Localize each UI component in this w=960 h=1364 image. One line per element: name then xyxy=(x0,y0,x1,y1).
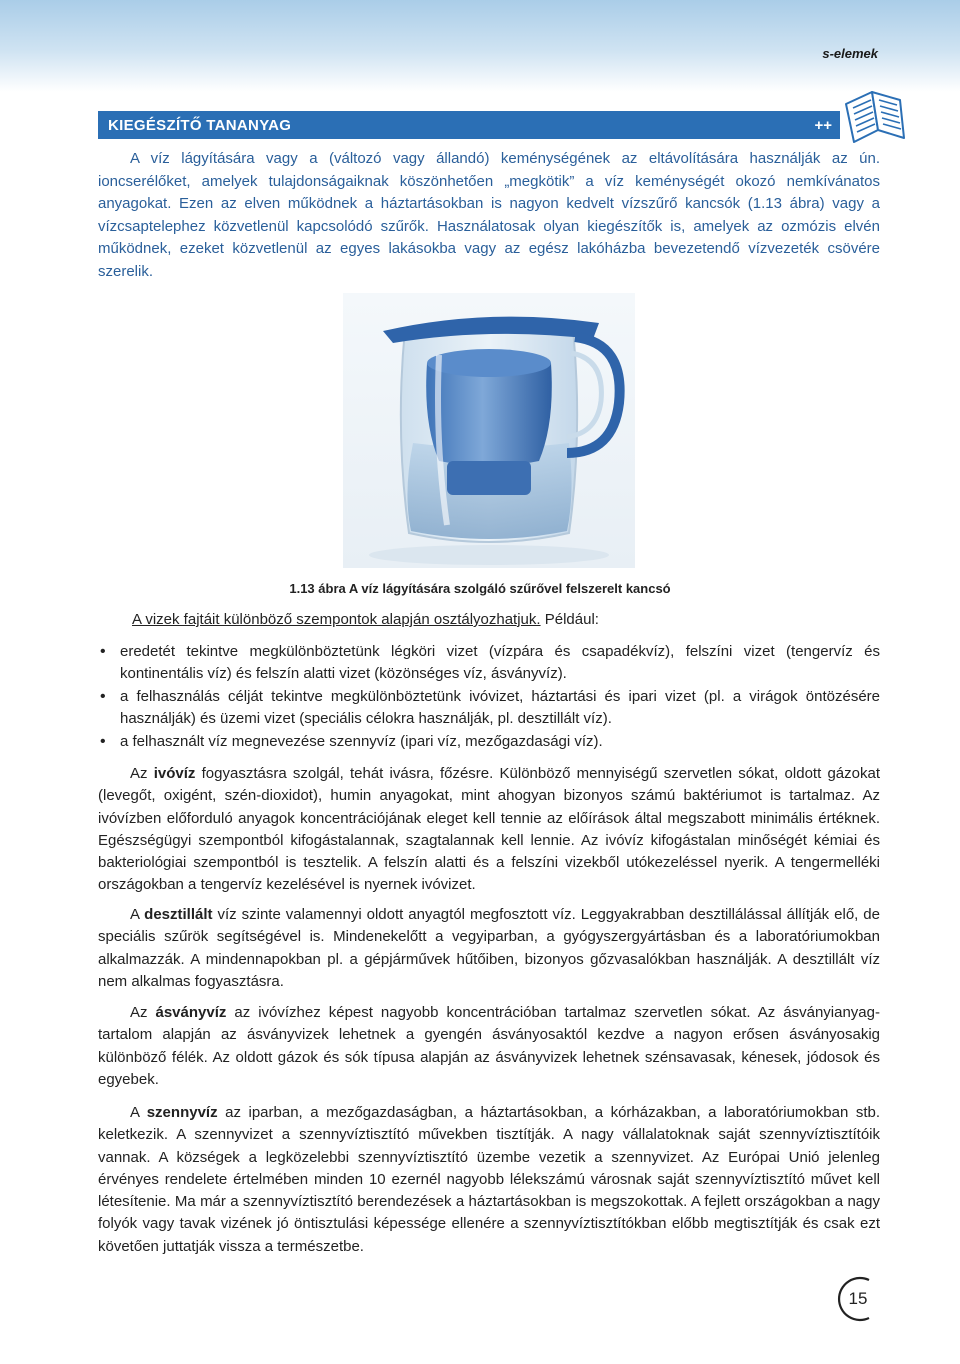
supplementary-text: A víz lágyítására vagy a (változó vagy állandó) keménységének az eltávolítására használják az ún. ioncserélőket, amelyek tulajdonságaiknak köszönhetően „megkötik” a víz keménységét okozó nemkívánatos anyagokat. Ezen az elven működnek a háztartásokban is nagyon kedvelt vízszűrő kancsók (1.13 ábra) vagy a vízcsaptelephez közvetlenül kapcsolódó szűrők. Használatosak olyan kiegészítők is, amelyek az ozmózis elvén működnek, ezeket közvetlenül az egyes lakásokba vagy az egész lakóházba bevezetendő vízvezeték csövére szerelik. xyxy=(98,150,880,280)
paragraph-waste-water: A szennyvíz az iparban, a mezőgazdaságban, a háztartásokban, a kórházakban, a laboratóriumokban stb. keletkezik. A szennyvizet a szennyvíztisztító művekben tisztítják. A nagy vállalatoknak saját szennyvíztisztítóik vannak. A községek a legközelebbi szennyvíztisztító üzembe vezetik a szennyvizet. Az Európai Unió jelenleg érvényes rendelete értelmében minden 10 ezernél nagyobb lélekszámú városnak saját szennyvíztisztító művet kell létesítenie. Ma már a szennyvíztisztító berendezések a háztartásokban is megszokottak. A fejlett országokban a nagy folyók vagy tavak vizének jó öntisztulási képessége ellenére a szennyvíztisztítókban előbb megtisztítják és csak ezt követően juttatják vissza a természetbe. xyxy=(98,1104,880,1255)
classification-list xyxy=(98,641,880,754)
banner-title: KIEGÉSZÍTŐ TANANYAG xyxy=(108,117,292,134)
series-brand: s-elemek xyxy=(822,46,878,61)
open-book-icon xyxy=(842,86,908,146)
list-item: • eredetét tekintve megkülönböztetünk légköri vizet (vízpára és csapadékvíz), felszíni vizet (tengervíz és kontinentális víz) és felszín alatti vizet (közönséges víz, ásványvíz). xyxy=(98,641,880,685)
list-item: • a felhasznált víz megnevezése szennyvíz (ipari víz, mezőgazdasági víz). xyxy=(98,731,880,753)
paragraph-mineral-water: Az ásványvíz az ivóvízhez képest nagyobb koncentrációban tartalmaz szervetlen sókat. Az ásványianyag-tartalom alapján az ásványvizek lehetnek a gyengén ásványosaktól kezdve a nagyon erősen ásványosakig különböző félék. Az oldott gázok és sók típusa alapján az ásványvizek lehetnek szénsavasak, kénesek, jódosok és egyebek. xyxy=(98,1004,880,1088)
list-item: • a felhasználás célját tekintve megkülönböztetünk ivóvizet, háztartási és ipari vizet (pl. a virágok öntözésére használják) és üzemi vizet (speciális célokra használják, pl. desztillált víz). xyxy=(98,686,880,730)
header-band xyxy=(0,0,960,92)
figure-caption: 1.13 ábra A víz lágyítására szolgáló szűrővel felszerelt kancsó xyxy=(289,581,671,596)
supplementary-banner xyxy=(98,111,840,139)
page-number: 15 xyxy=(833,1276,879,1322)
filter-jug-photo xyxy=(343,293,635,568)
paragraph-drinking-water: Az ivóvíz fogyasztásra szolgál, tehát ivásra, főzésre. Különböző mennyiségű szervetlen sókat, oldott gázokat (levegőt, oxigént, szén-dioxidot), humin anyagokat, mint ahogyan bizonyos számú baktériumot is tartalmaz. Az ivóvízben előforduló anyagok koncentrációjának eleget kell tennie az előírások által megszabott minimális értéknek. Egészségügyi szempontból kifogástalannak, szagtalannak kell lennie. Az ivóvíz kifogástalan minőségét kémiai és bakteriológiai szempontból is tesztelik. A felszín alatti és a felszíni vizekből utókezeléssel nyerik. A tengermelléki országokban a tengervíz kezelésével is nyernek ivóvizet. xyxy=(98,765,880,894)
paragraph-distilled-water: A desztillált víz szinte valamennyi oldott anyagtól megfosztott víz. Leggyakrabban desztillálással állítják elő, de speciális szűrök segítségével is. Mindenekelőtt a vegyiparban, a gyógyszergyártásban és a laboratóriumokban alkalmazzák. A mindennapokban pl. a gépjárművek hűtőiben, bizonyos gőzvasalókban használják. A desztillált víz nem alkalmas fogyasztásra. xyxy=(98,906,880,990)
level-marker: ++ xyxy=(814,117,832,134)
classification-intro: A vizek fajtáit különböző szempontok alapján osztályozhatjuk. Például: xyxy=(132,611,599,628)
